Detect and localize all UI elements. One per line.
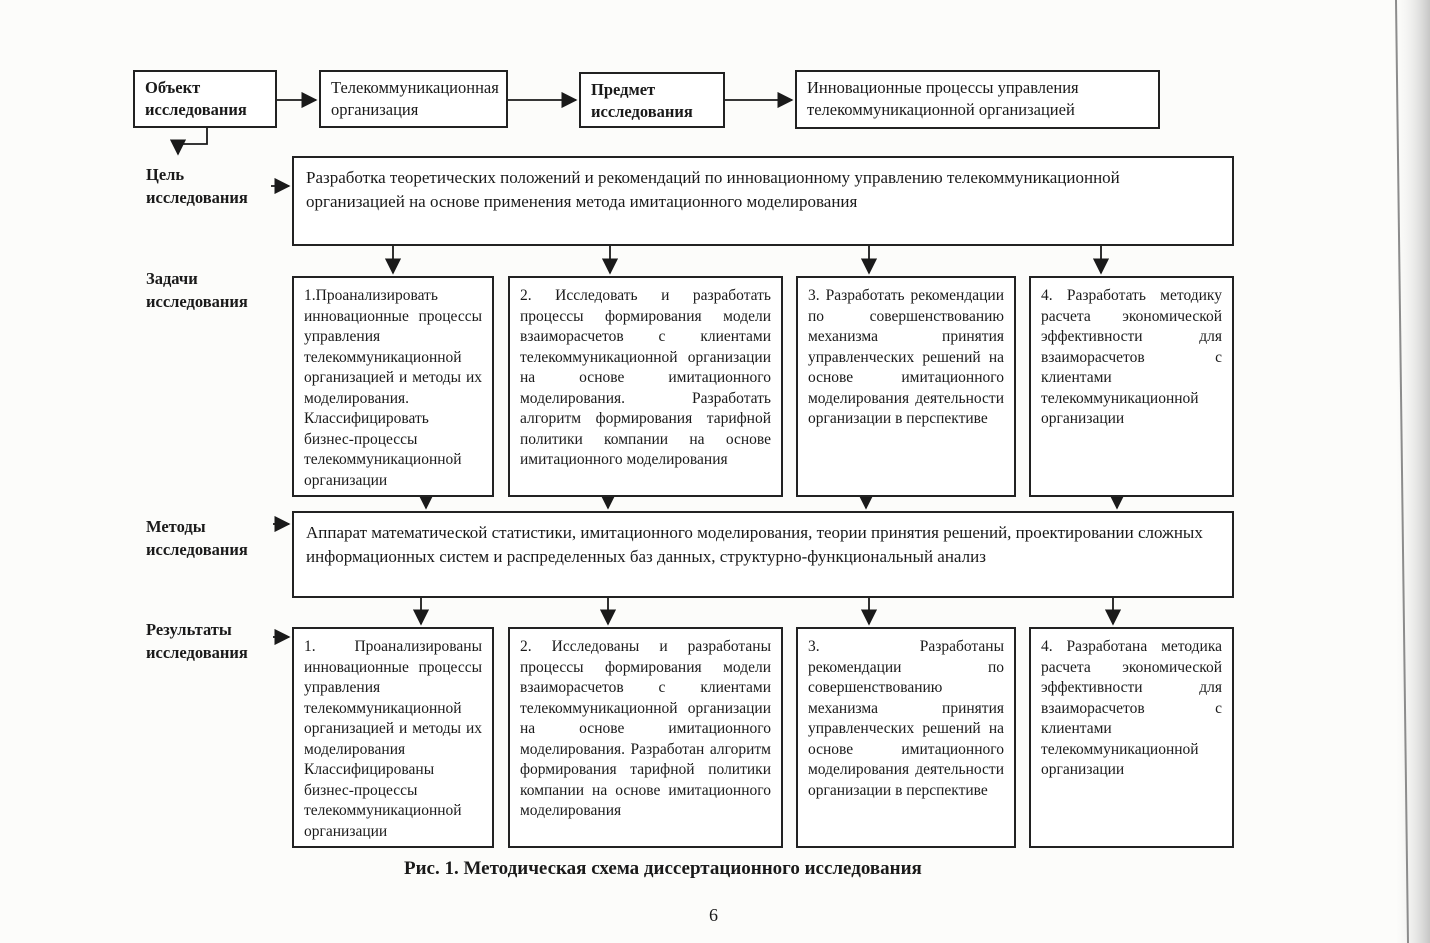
methods-label: Методы исследования	[146, 517, 248, 559]
page-number: 6	[709, 905, 718, 925]
object-value-box: Телекоммуникационная организация	[319, 70, 508, 128]
task-box-3: 3. Разработать рекомендации по совершенствованию механизма принятия управленческих решений на основе имитационного моделирования деятельности организации в перспективе	[796, 276, 1016, 497]
goal-box: Разработка теоретических положений и рекомендаций по инновационному управлению телекоммуникационной организацией на основе применения метода имитационного моделирования	[292, 156, 1234, 246]
task-box-1: 1.Проанализировать инновационные процессы управления телекоммуникационной организацией и методы их моделирования. Классифицировать бизнес-процессы телекоммуникационной организации	[292, 276, 494, 497]
task-box-2: 2. Исследовать и разработать процессы формирования модели взаиморасчетов с клиентами телекоммуникационной организации на основе имитационного моделирования. Разработать алгоритм формирования тарифной политики компании на основе имитационного моделирования	[508, 276, 783, 497]
object-label-box: Объект исследования	[133, 70, 277, 128]
goal-label: Цель исследования	[146, 165, 248, 207]
tasks-label: Задачи исследования	[146, 269, 248, 311]
arrow-object-to-goal	[178, 127, 207, 154]
methods-box: Аппарат математической статистики, имитационного моделирования, теории принятия решений, проектировании сложных информационных систем и распределенных баз данных, структурно-функциональный анализ	[292, 511, 1234, 598]
task-box-4: 4. Разработать методику расчета экономической эффективности для взаиморасчетов с клиентами телекоммуникационной организации	[1029, 276, 1234, 497]
subject-label-box: Предмет исследования	[579, 72, 725, 128]
result-box-3: 3. Разработаны рекомендации по совершенствованию механизма принятия управленческих решений на основе имитационного моделирования деятельности организации в перспективе	[796, 627, 1016, 848]
result-box-2: 2. Исследованы и разработаны процессы формирования модели взаиморасчетов с клиентами телекоммуникационной организации на основе имитационного моделирования. Разработан алгоритм формирования тарифной политики компании на основе имитационного моделирования	[508, 627, 783, 848]
result-box-1: 1. Проанализированы инновационные процессы управления телекоммуникационной организацией и методы их моделирования Классифицированы бизнес-процессы телекоммуникационной организации	[292, 627, 494, 848]
results-label: Результаты исследования	[146, 620, 248, 662]
subject-value-box: Инновационные процессы управления телекоммуникационной организацией	[795, 70, 1160, 129]
figure-caption: Рис. 1. Методическая схема диссертационного исследования	[404, 858, 922, 879]
result-box-4: 4. Разработана методика расчета экономической эффективности для взаиморасчетов с клиентами телекоммуникационной организации	[1029, 627, 1234, 848]
